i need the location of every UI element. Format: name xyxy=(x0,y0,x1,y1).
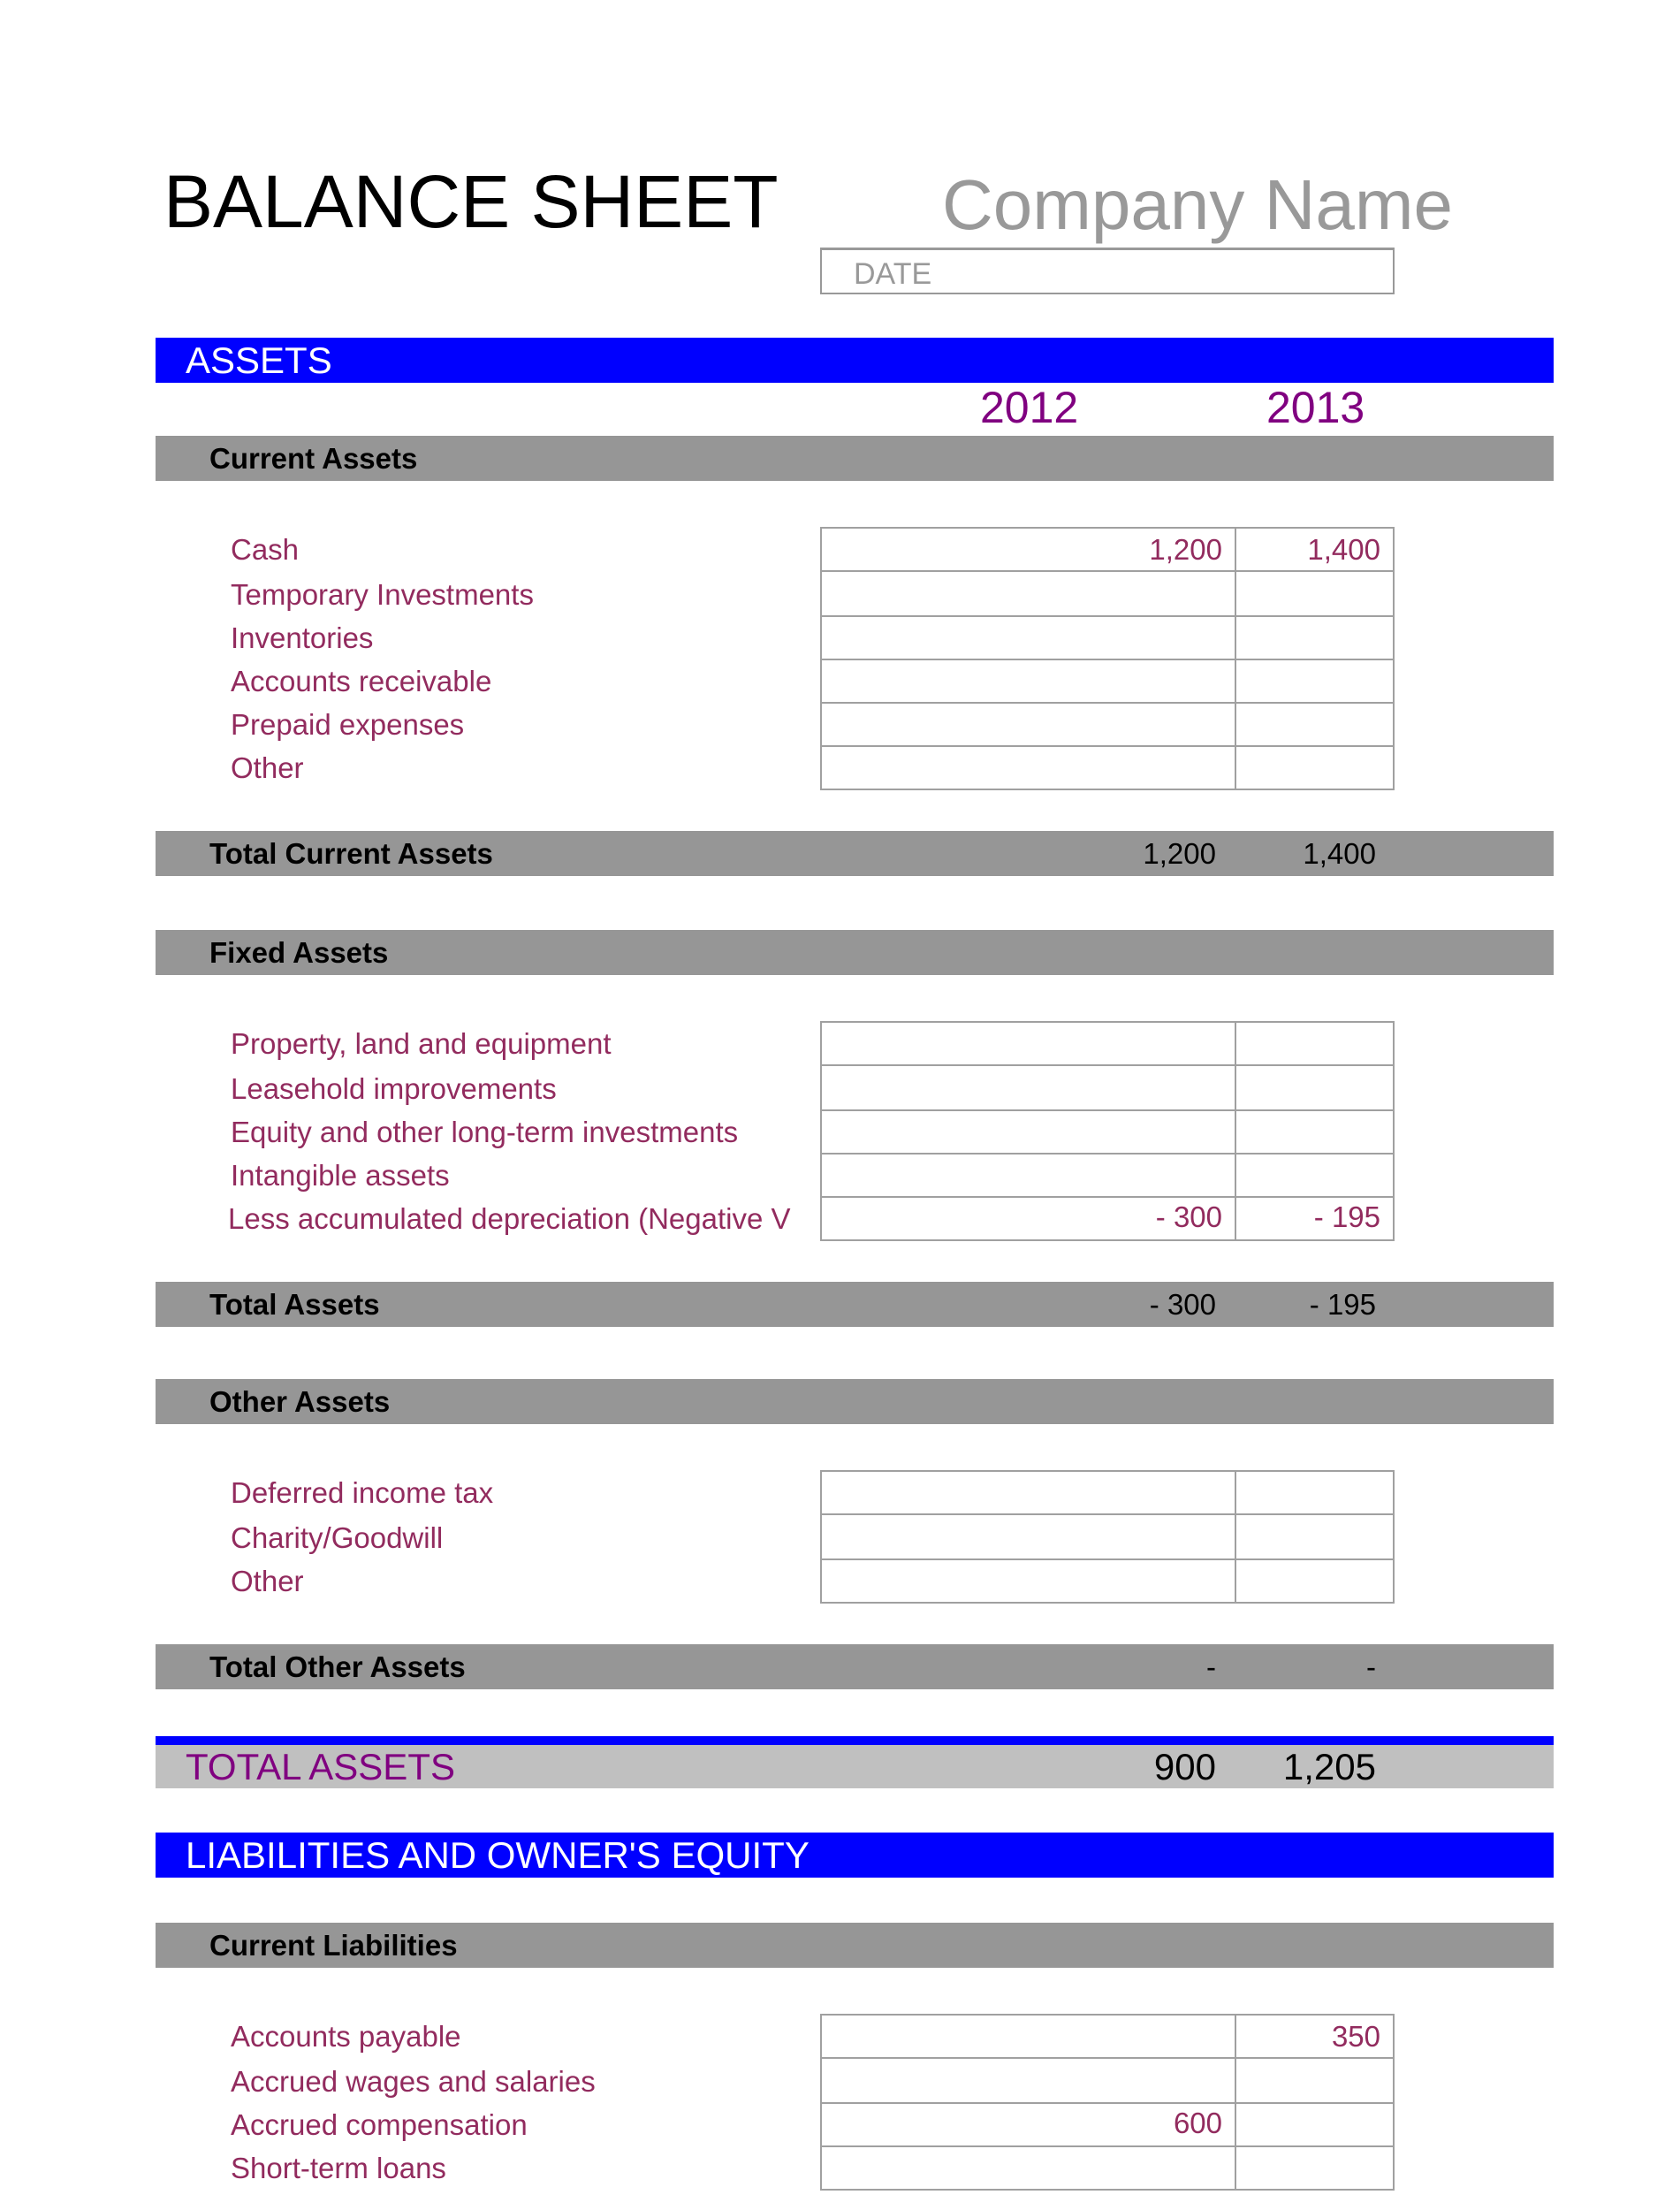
assets-title: ASSETS xyxy=(186,339,332,381)
value-cell-2012[interactable] xyxy=(820,2145,1236,2191)
value-cell-2013[interactable] xyxy=(1235,745,1395,790)
row-label: Accrued compensation xyxy=(231,2108,528,2141)
value-cell-2013[interactable] xyxy=(1235,702,1395,747)
value-cell-2013[interactable] xyxy=(1235,2145,1395,2191)
row-label: Accounts receivable xyxy=(231,665,492,697)
value-cell-2012[interactable]: 600 xyxy=(820,2102,1236,2147)
liabilities-banner xyxy=(156,1833,1554,1878)
value-cell-2012[interactable] xyxy=(820,702,1236,747)
year-2013: 2013 xyxy=(1266,383,1365,432)
value-cell-2012[interactable] xyxy=(820,659,1236,704)
row-label: Short-term loans xyxy=(231,2152,446,2184)
value-cell-2013[interactable] xyxy=(1235,2102,1395,2147)
date-placeholder: DATE xyxy=(854,257,932,291)
value-cell-2012[interactable] xyxy=(820,1109,1236,1155)
date-field[interactable] xyxy=(820,248,1395,294)
value-cell-2012[interactable] xyxy=(820,745,1236,790)
other-assets-total-row xyxy=(156,1644,1554,1689)
total-2012: - 300 xyxy=(1149,1288,1216,1321)
value-cell-2012[interactable] xyxy=(820,1470,1236,1515)
total-assets-divider xyxy=(156,1736,1554,1745)
row-label: Intangible assets xyxy=(231,1159,450,1192)
other-assets-header xyxy=(156,1379,1554,1424)
total-assets-2013: 1,205 xyxy=(1282,1746,1376,1787)
value-cell-2013[interactable]: 1,400 xyxy=(1235,527,1395,572)
value-cell-2012[interactable]: 1,200 xyxy=(820,527,1236,572)
row-label: Other xyxy=(231,1565,304,1597)
value-cell-2013[interactable] xyxy=(1235,659,1395,704)
value-cell-2013[interactable] xyxy=(1235,1470,1395,1515)
row-label: Accounts payable xyxy=(231,2020,461,2053)
row-label: Less accumulated depreciation (Negative V xyxy=(228,1202,791,1235)
assets-banner xyxy=(156,338,1554,383)
fixed-assets-header xyxy=(156,930,1554,975)
value-cell-2013[interactable] xyxy=(1235,572,1395,617)
row-label: Leasehold improvements xyxy=(231,1072,557,1105)
total-2012: - xyxy=(1206,1650,1216,1683)
total-assets-2012: 900 xyxy=(1153,1746,1216,1787)
row-label: Deferred income tax xyxy=(231,1476,494,1509)
row-label: Accrued wages and salaries xyxy=(231,2065,596,2098)
value-cell-2012[interactable] xyxy=(820,1153,1236,1198)
value-cell-2012[interactable] xyxy=(820,1066,1236,1111)
value-cell-2012[interactable] xyxy=(820,572,1236,617)
total-2013: 1,400 xyxy=(1303,837,1376,870)
total-2013: - xyxy=(1366,1650,1376,1683)
row-label: Property, land and equipment xyxy=(231,1027,612,1060)
row-label: Inventories xyxy=(231,621,374,654)
row-label: Equity and other long-term investments xyxy=(231,1116,739,1148)
row-label: Cash xyxy=(231,533,300,566)
current-assets-total-row xyxy=(156,831,1554,876)
value-cell-2012[interactable] xyxy=(820,1021,1236,1066)
other-assets-title: Other Assets xyxy=(209,1385,391,1418)
current-assets-header xyxy=(156,436,1554,481)
total-2012: 1,200 xyxy=(1143,837,1216,870)
value-cell-2013[interactable] xyxy=(1235,1066,1395,1111)
value-cell-2012[interactable] xyxy=(820,2014,1236,2059)
value-cell-2013[interactable] xyxy=(1235,1153,1395,1198)
liabilities-title: LIABILITIES AND OWNER'S EQUITY xyxy=(186,1834,810,1876)
value-cell-2013[interactable] xyxy=(1235,1515,1395,1560)
fixed-assets-title: Fixed Assets xyxy=(209,936,389,969)
total-label: Total Other Assets xyxy=(209,1650,466,1683)
total-assets-label: TOTAL ASSETS xyxy=(186,1746,455,1787)
year-2012: 2012 xyxy=(980,383,1079,432)
fixed-assets-total-row xyxy=(156,1282,1554,1327)
value-cell-2012[interactable] xyxy=(820,2059,1236,2104)
sheet-title: BALANCE SHEET xyxy=(163,160,779,243)
value-cell-2013[interactable] xyxy=(1235,1109,1395,1155)
row-label: Charity/Goodwill xyxy=(231,1521,444,1554)
value-cell-2013[interactable] xyxy=(1235,1558,1395,1604)
value-cell-2012[interactable]: - 300 xyxy=(820,1196,1236,1241)
current-assets-title: Current Assets xyxy=(209,442,418,475)
total-label: Total Current Assets xyxy=(209,837,493,870)
total-assets-row xyxy=(156,1745,1554,1788)
value-cell-2013[interactable] xyxy=(1235,615,1395,660)
value-cell-2013[interactable]: 350 xyxy=(1235,2014,1395,2059)
company-name[interactable]: Company Name xyxy=(942,165,1454,244)
value-cell-2013[interactable] xyxy=(1235,2059,1395,2104)
total-2013: - 195 xyxy=(1309,1288,1376,1321)
value-cell-2013[interactable]: - 195 xyxy=(1235,1196,1395,1241)
value-cell-2012[interactable] xyxy=(820,1515,1236,1560)
row-label: Other xyxy=(231,751,304,784)
current-liabilities-header xyxy=(156,1923,1554,1968)
value-cell-2012[interactable] xyxy=(820,615,1236,660)
row-label: Prepaid expenses xyxy=(231,708,465,741)
value-cell-2012[interactable] xyxy=(820,1558,1236,1604)
row-label: Temporary Investments xyxy=(231,578,534,611)
value-cell-2013[interactable] xyxy=(1235,1021,1395,1066)
current-liabilities-title: Current Liabilities xyxy=(209,1929,458,1962)
total-label: Total Assets xyxy=(209,1288,380,1321)
